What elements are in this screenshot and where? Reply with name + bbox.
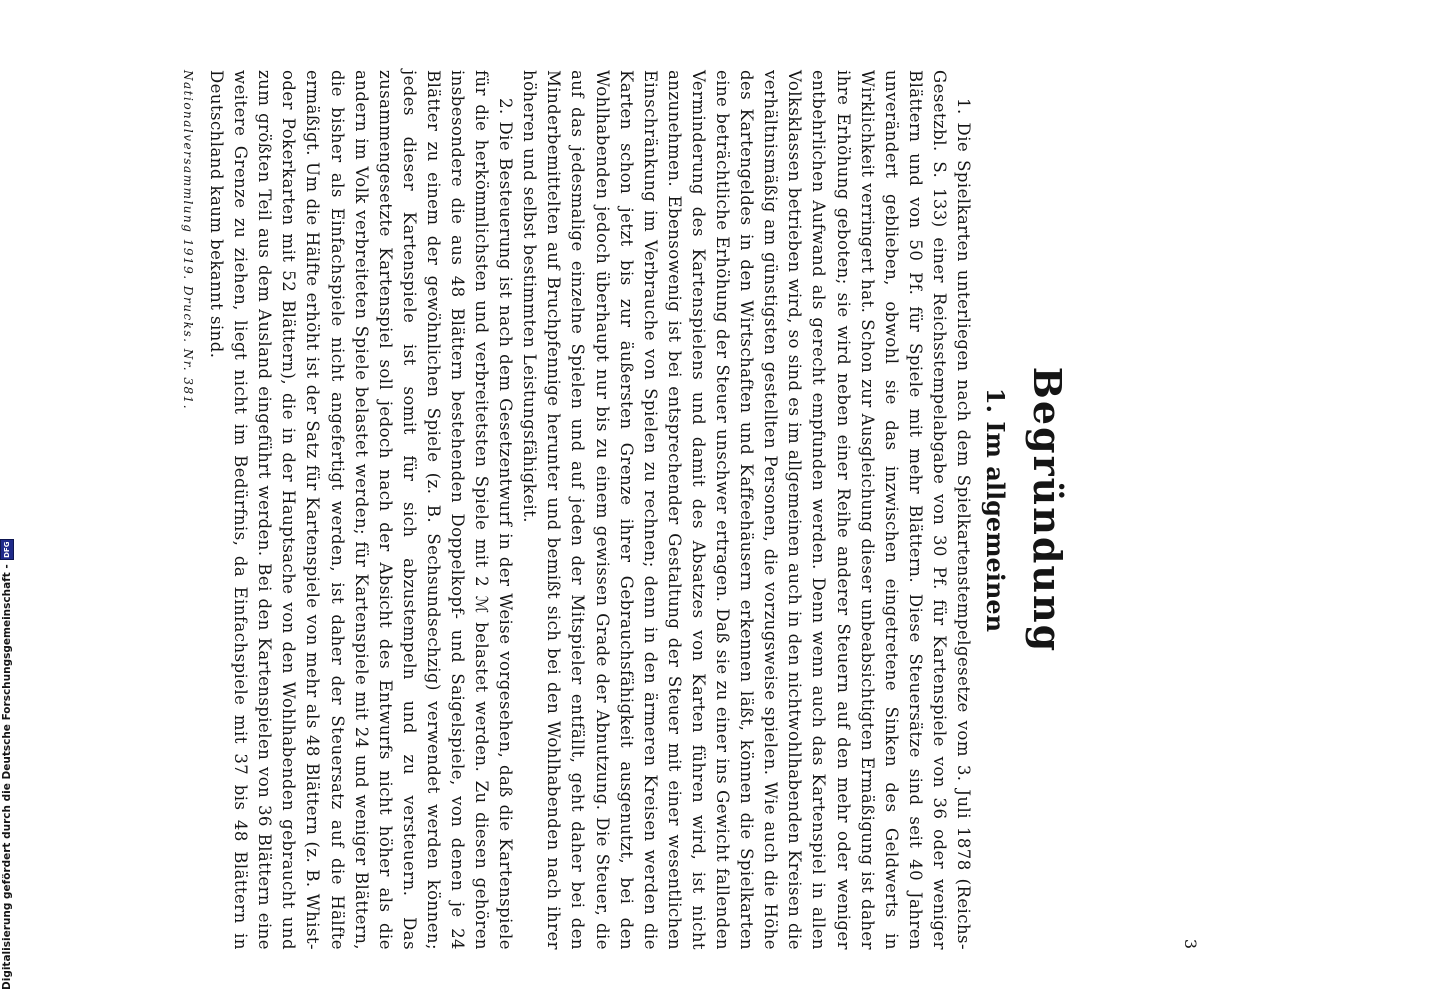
body-text	[204, 70, 975, 950]
document-title: Begründung	[1025, 366, 1070, 654]
paragraph-2: 2. Die Besteuerung ist nach dem Gesetzentwurf in der Weise vorgesehen, daß die Kartenspiele für die herkömmlichsten und verbreitetsten Spiele mit 2 ℳ belastet werden. Zu diesen gehören insbesondere die aus 48 Blättern bestehenden Doppelkopf- und Saigelspiele, von denen je 24 Blätter zu einem der gewöhnlichen Spiele (z. B. Sechsundsechzig) verwendet werden können; jedes dieser Kartenspiele ist somit für sich abzustempeln und zu versteuern. Das zusammengesetzte Kartenspiel soll jedoch nach der Absicht des Entwurfs nicht höher als die andern im Volk verbreiteten Spiele belastet werden; für Kartenspiele mit 24 und weniger Blättern, die bisher als Einfachspiele nicht angefertigt werden, ist daher der Steuersatz auf die Hälfte ermäßigt. Um die Hälfte erhöht ist der Satz für Kartenspiele von mehr als 48 Blättern (z. B. Whist- oder Pokerkarten mit 52 Blättern), die in der Hauptsache von den Wohlhabenden gebraucht und zum größten Teil aus dem Ausland eingeführt werden. Bei den Kartenspielen von 36 Blättern eine weitere Grenze zu ziehen, liegt nicht im Bedürfnis, da Einfachspiele mit 37 bis 48 Blättern in Deutschland kaum bekannt sind.	[207, 70, 516, 950]
paragraph-1: 1. Die Spielkarten unterliegen nach dem Spielkartenstempelgesetze vom 3. Juli 1878 (Reichs-Gesetzbl. S. 133) einer Reichsstempelabgabe von 30 Pf. für Kartenspiele von 36 oder weniger Blättern und von 50 Pf. für Spiele mit mehr Blättern. Diese Steuersätze sind seit 40 Jahren unverändert geblieben, obwohl sie das inzwischen eingetretene Sinken des Geldwerts in Wirklichkeit verringert hat. Schon zur Ausgleichung dieser unbeabsichtigten Ermäßigung ist daher ihre Erhöhung geboten; sie wird neben einer Reihe anderer Steuern auf den mehr oder weniger entbehrlichen Aufwand als gerecht empfunden werden. Denn wenn auch das Kartenspiel in allen Volksklassen betrieben wird, so sind es im allgemeinen auch in den nichtwohlhabenden Kreisen die verhältnismäßig am günstigsten gestellten Personen, die vorzugsweise spielen. Wie auch die Höhe des Kartengeldes in den Wirtschaften und Kaffeehäusern erkennen läßt, können die Spielkarten eine beträchtliche Erhöhung der Steuer unschwer ertragen. Daß sie zu einer ins Gewicht fallenden Verminderung des Kartenspielens und damit des Absatzes von Karten führen wird, ist nicht anzunehmen. Ebensowenig ist bei entsprechender Gestaltung der Steuer mit einer wesentlichen Einschränkung im Verbrauche von Spielen zu rechnen; denn in den ärmeren Kreisen werden die Karten schon jetzt bis zur äußersten Grenze ihrer Gebrauchsfähigkeit ausgenutzt, bei den Wohlhabenden jedoch überhaupt nur bis zu einem gewissen Grade der Abnutzung. Die Steuer, die auf das jedesmalige einzelne Spielen und auf jeden der Mitspieler entfällt, geht daher bei den Minderbemittelten auf Bruchpfennige herunter und bemißt sich bei den Wohlhabenden nach ihrer höheren und selbst bestimmten Leistungsfähigkeit.	[520, 70, 973, 950]
document-page	[150, 70, 1200, 950]
section-heading: 1. Im allgemeinen	[981, 387, 1010, 633]
page-footer: Nationalversammlung 1919. Drucks. Nr. 381.	[181, 70, 195, 411]
funding-note-text: Digitalisierung gefördert durch die Deutsche Forschungsgemeinschaft -	[1, 564, 13, 990]
page-number: 3	[1181, 938, 1200, 950]
funding-note	[0, 539, 14, 990]
dfg-logo: DFG	[0, 539, 14, 560]
